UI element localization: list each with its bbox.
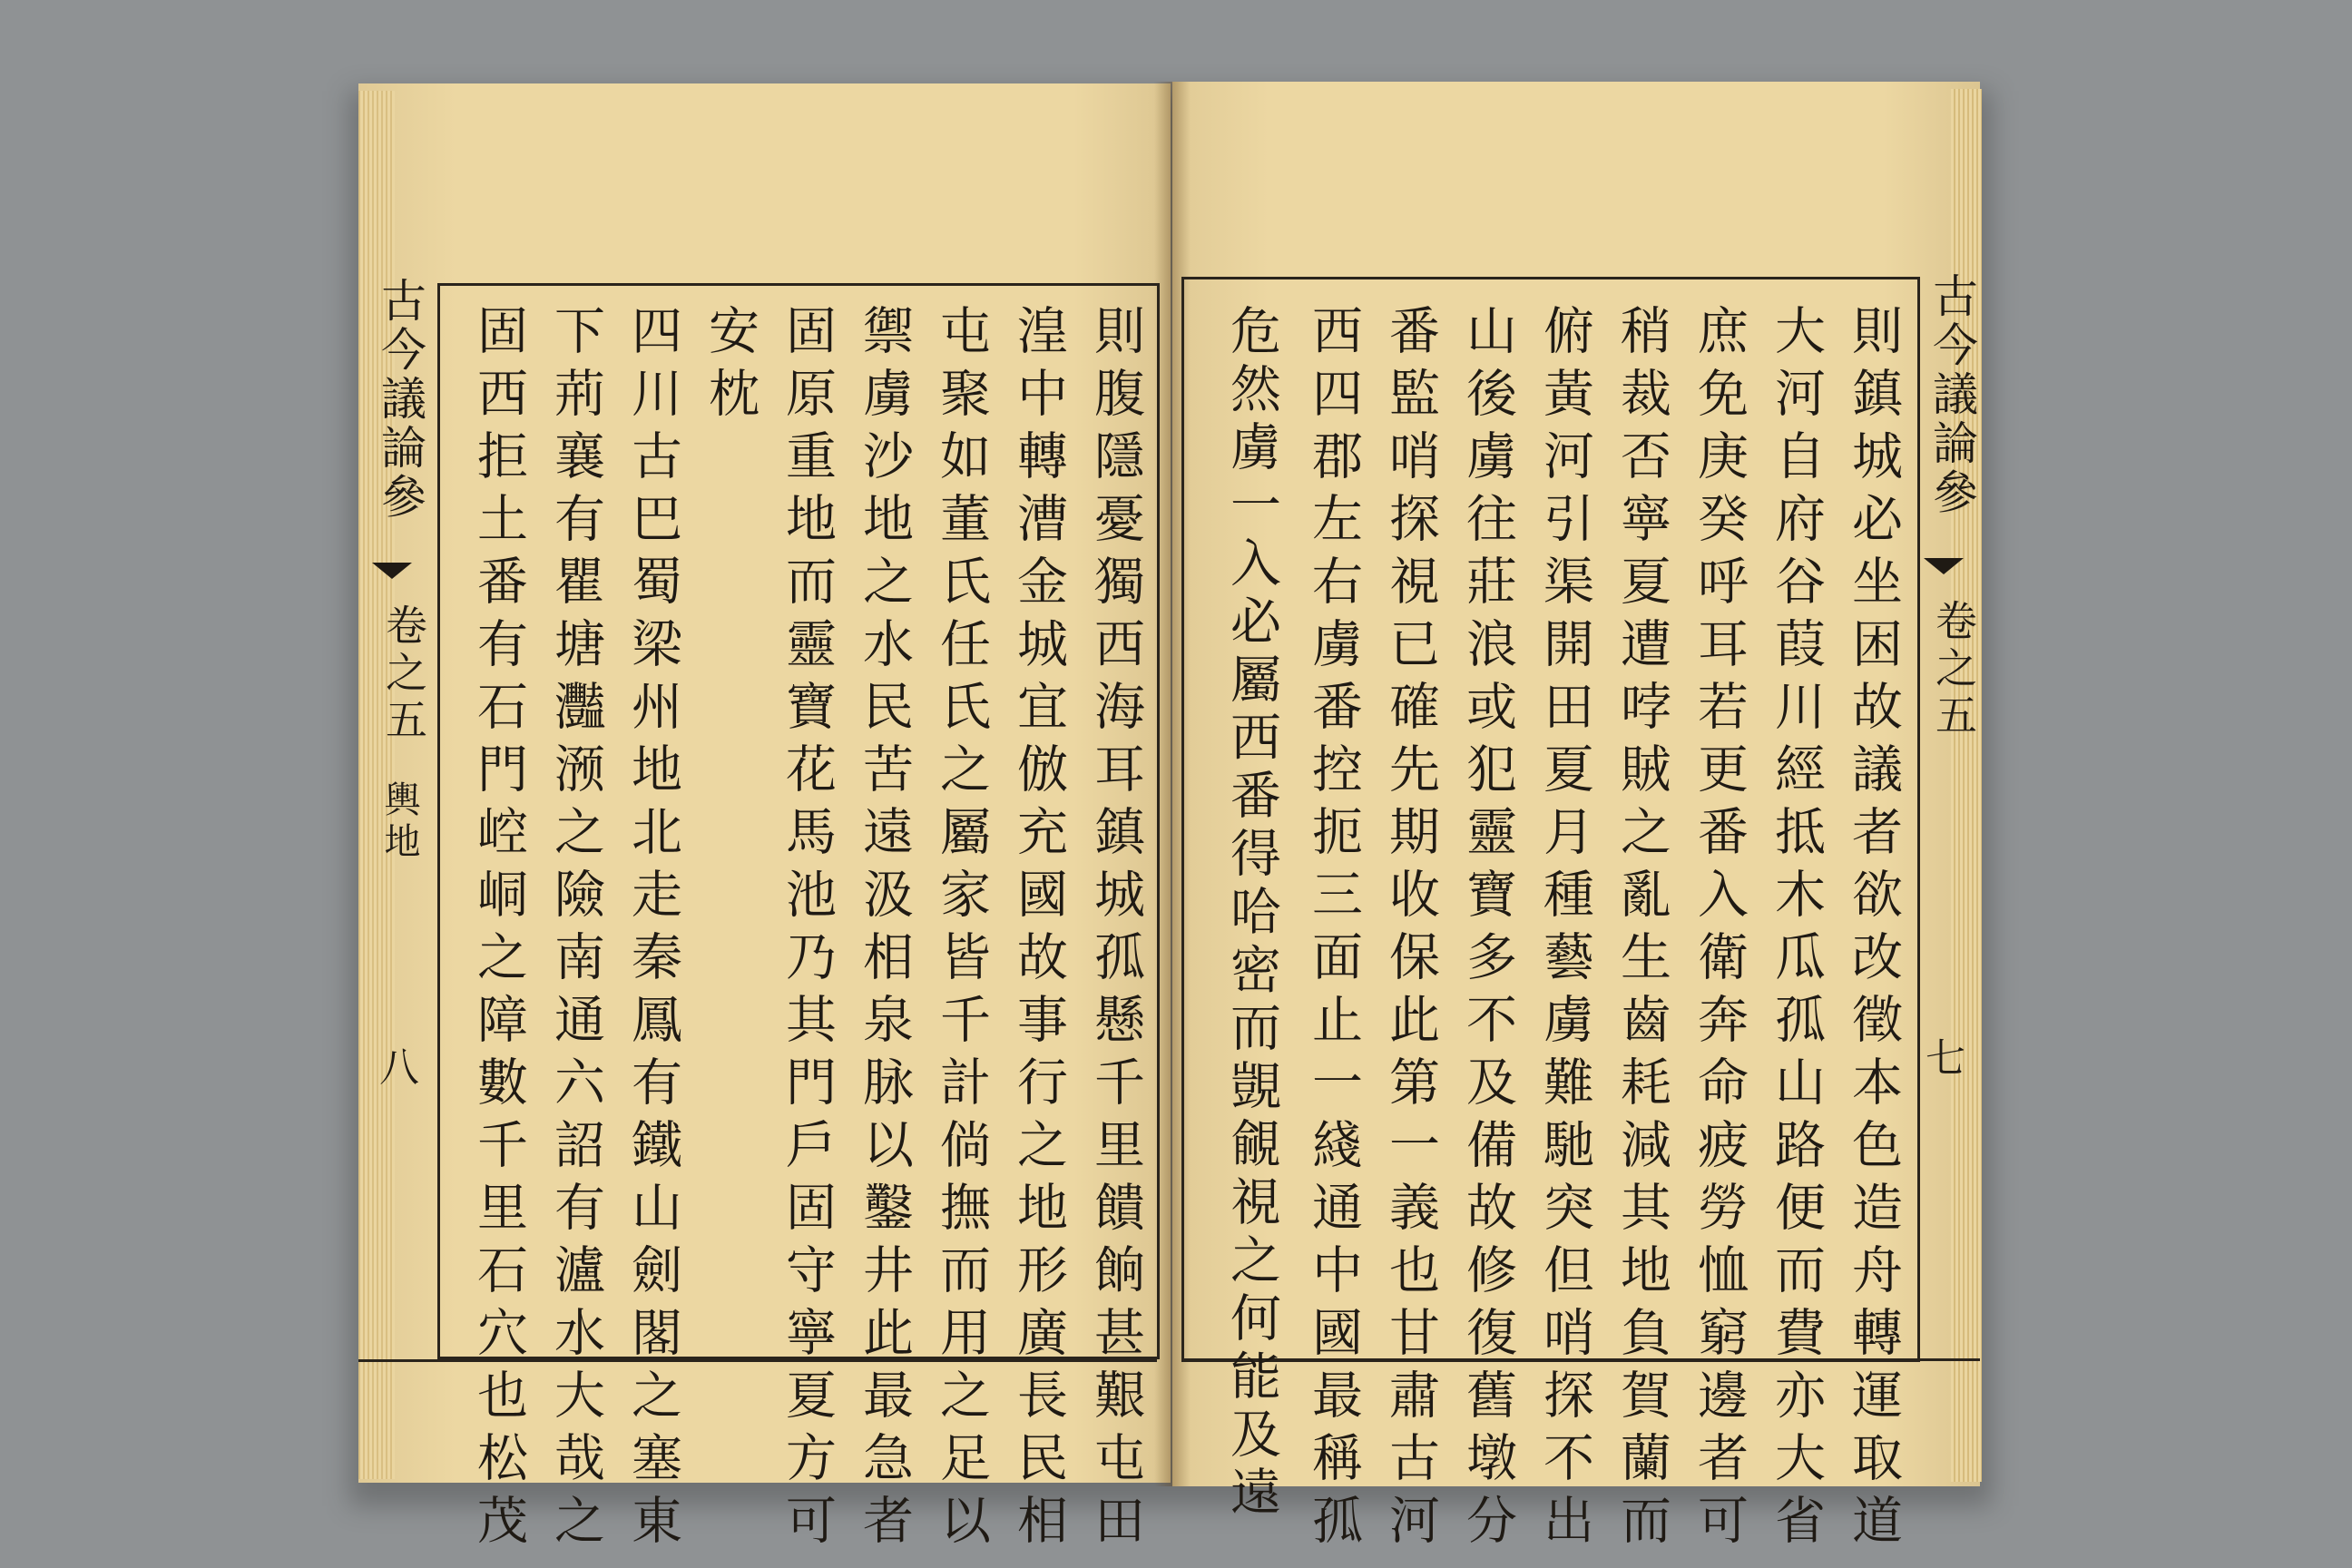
right-column-2: 大河自府谷葭川經抵木瓜孤山路便而費亦大省 [1767,304,1826,1556]
right-column-8: 西四郡左右虜番控扼三面止一綫通中國最稱孤 [1304,304,1363,1556]
left-column-6: 安枕 [701,304,760,429]
right-folio: 七 [1926,1035,1965,1082]
right-column-9: 危然虜一入必屬西番得哈密而覬覦視之何能及遠 [1222,304,1281,1524]
right-margin-title: 古今議論參 [1926,272,1978,517]
left-column-9: 固西拒土番有石門崆峒之障數千里石穴也松茂 [469,304,528,1556]
left-column-4: 禦虜沙地之水民苦遠汲相泉脉以鑿井此最急者 [855,304,914,1556]
left-column-1: 則腹隱憂獨西海耳鎮城孤懸千里饋餉甚艱屯田 [1086,304,1145,1556]
left-column-5: 固原重地而靈寶花馬池乃其門戶固守寧夏方可 [778,304,837,1556]
right-fishtail-mark [1924,558,1964,574]
right-column-4: 稍裁否寧夏遭哱賊之亂生齒耗減其地負賀蘭而 [1612,304,1671,1556]
left-column-7: 四川古巴蜀梁州地北走秦鳳有鐵山劍閣之塞東 [623,304,682,1556]
right-column-1: 則鎮城必坐困故議者欲改徵本色造舟轉運取道 [1844,304,1903,1556]
left-column-8: 下荊襄有瞿塘灩滪之險南通六詔有瀘水大哉之 [546,304,605,1556]
right-column-6: 山後虜往莊浪或犯靈寶多不及備故修復舊墩分 [1458,304,1517,1556]
left-column-3: 屯聚如董氏任氏之屬家皆千計倘撫而用之足以 [932,304,991,1556]
left-margin-volume: 卷之五 [379,603,428,745]
left-fishtail-mark [372,563,412,579]
left-margin-title: 古今議論參 [374,277,426,522]
left-column-2: 湟中轉漕金城宜倣充國故事行之地形廣長民相 [1009,304,1068,1556]
right-column-7: 番監哨探視已確先期收保此第一義也甘肅古河 [1381,304,1440,1556]
right-column-5: 俯黃河引渠開田夏月種藝虜難馳突但哨探不出 [1535,304,1594,1556]
right-margin-volume: 卷之五 [1929,599,1978,740]
left-folio: 八 [379,1044,419,1091]
right-column-3: 庶免庚癸呼耳若更番入衛奔命疲勞恤窮邊者可 [1690,304,1749,1556]
left-margin-section: 輿地 [378,780,420,864]
